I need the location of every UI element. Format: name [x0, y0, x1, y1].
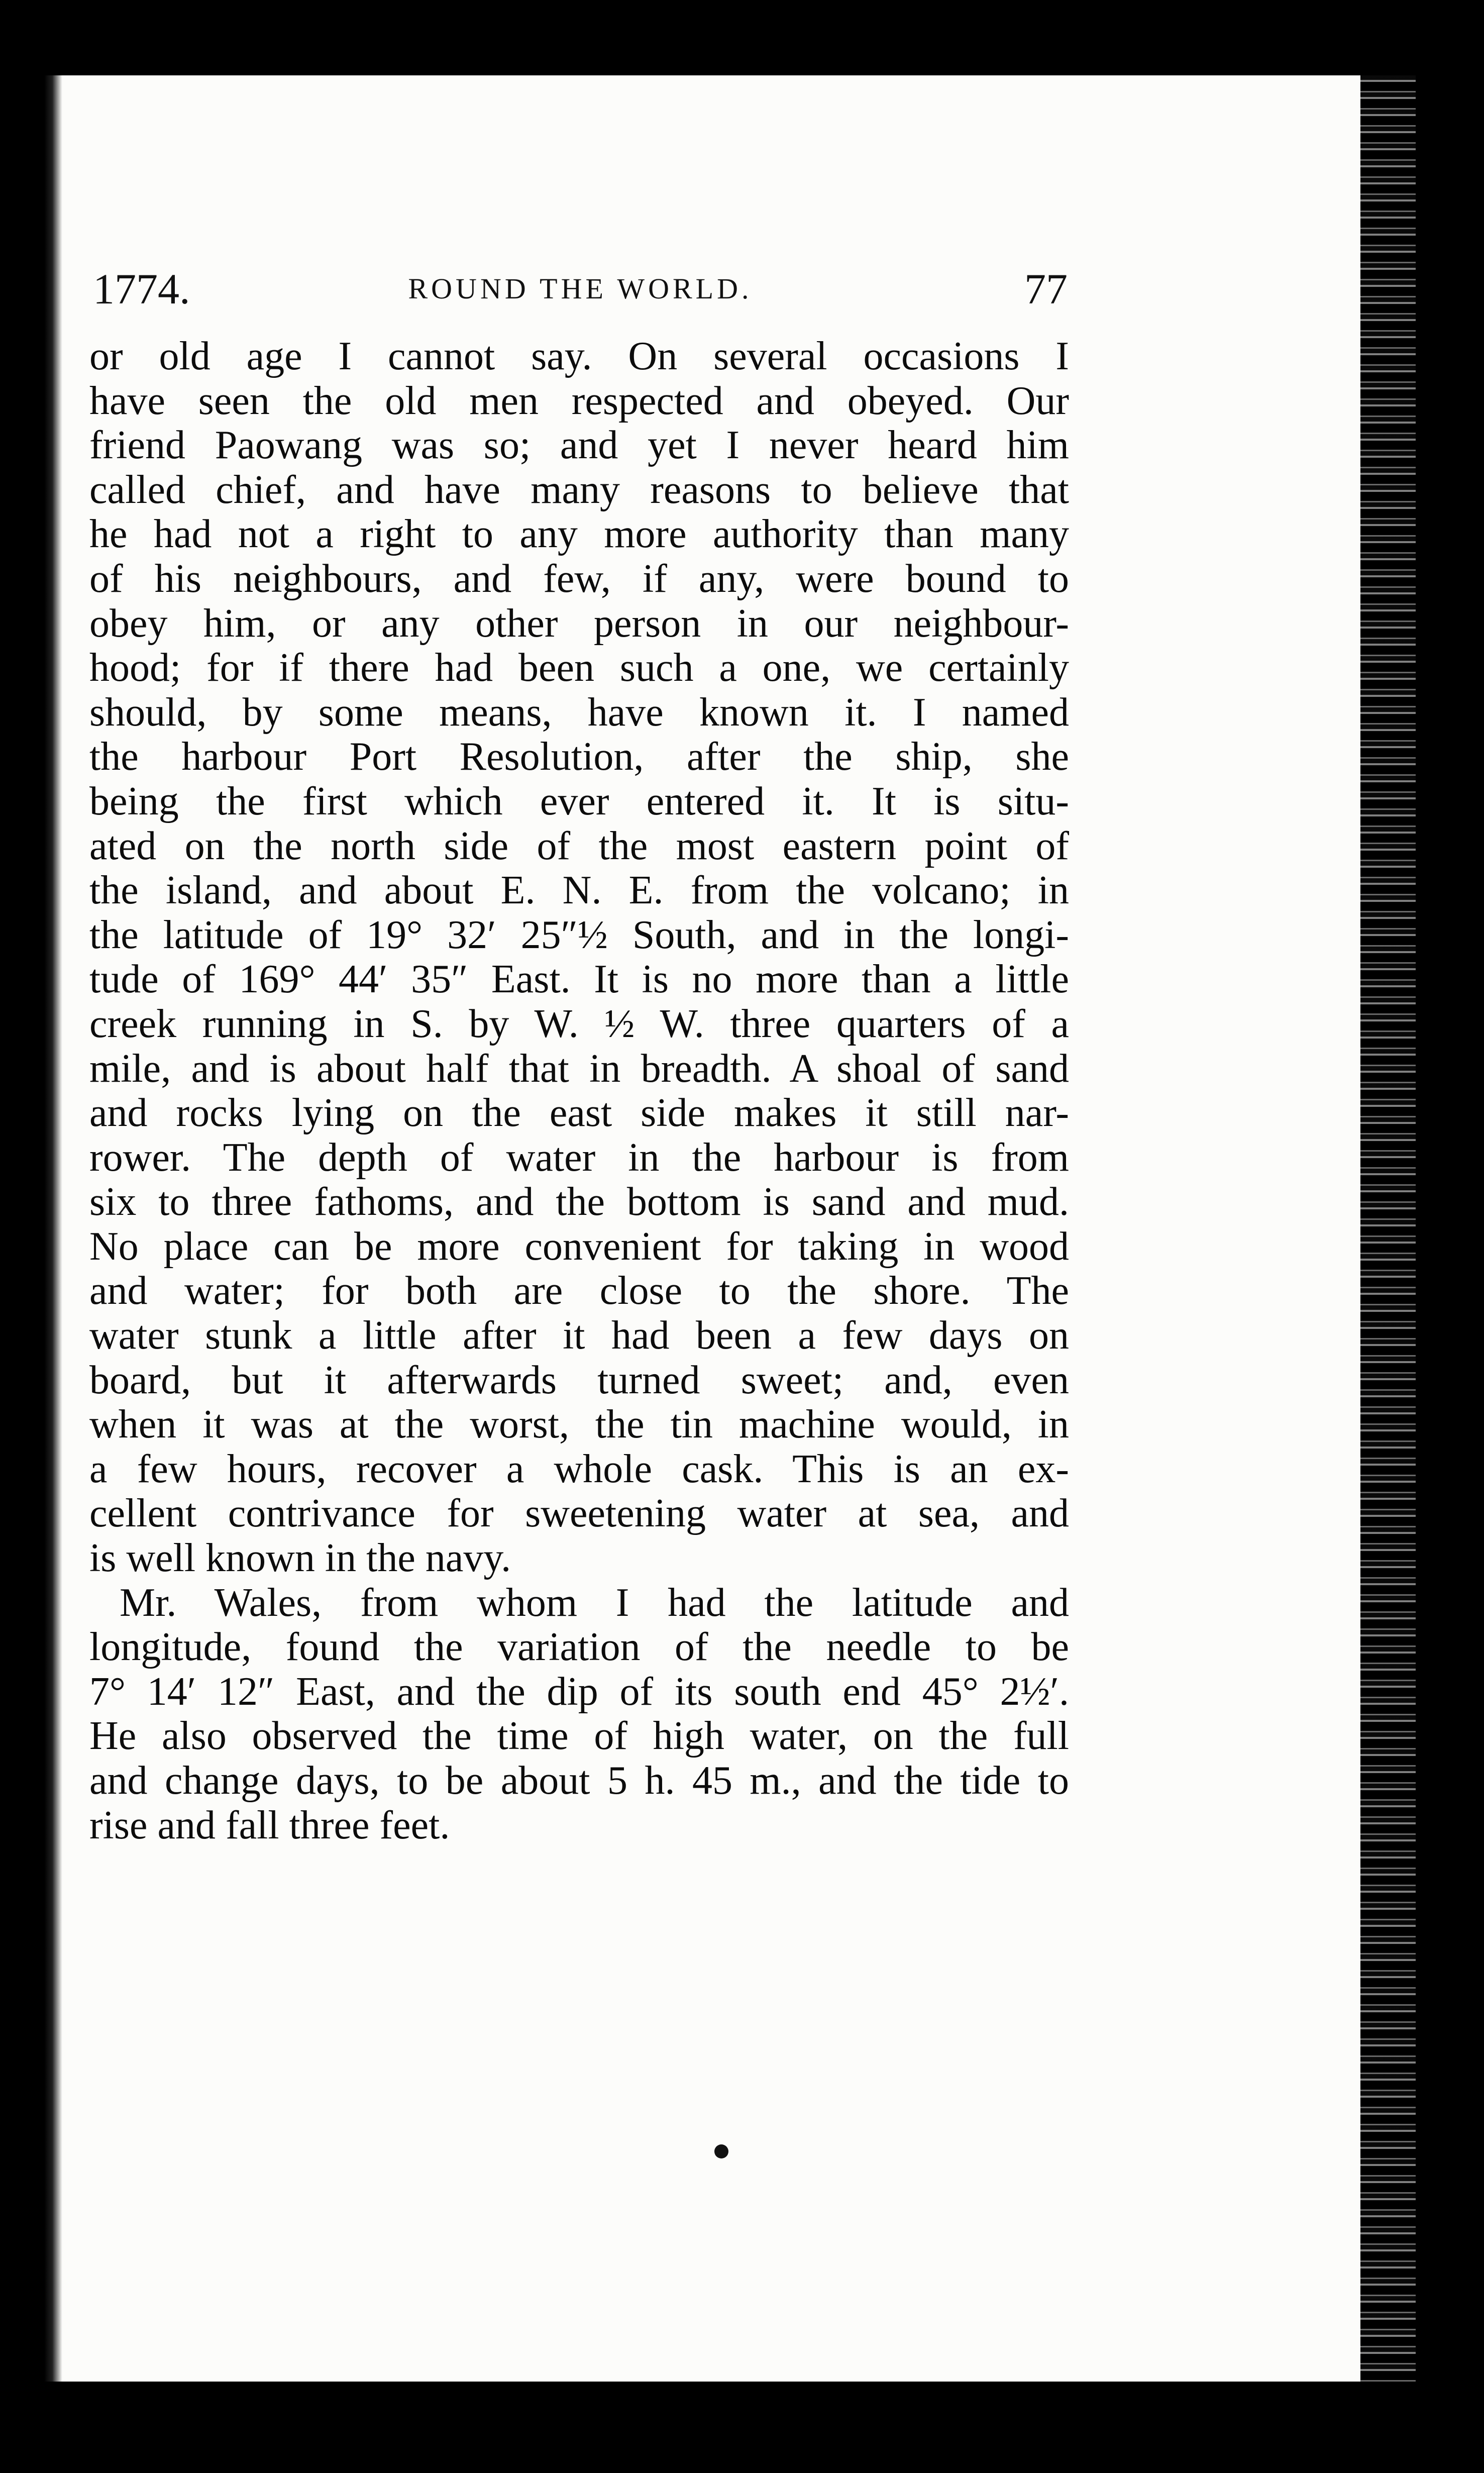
paragraph-2 [89, 1581, 1069, 1848]
text-line: No place can be more convenient for taking in wood [89, 1224, 1069, 1269]
text-line: He also observed the time of high water, on the full [89, 1714, 1069, 1759]
text-line: the island, and about E. N. E. from the volcano; in [89, 868, 1069, 913]
text-line: obey him, or any other person in our neighbour- [89, 601, 1069, 646]
text-line: and rocks lying on the east side makes it still nar- [89, 1091, 1069, 1136]
text-line: tude of 169° 44′ 35″ East. It is no more than a little [89, 957, 1069, 1002]
text-line: ated on the north side of the most eastern point of [89, 823, 1069, 868]
text-line: the latitude of 19° 32′ 25″½ South, and in the longi- [89, 912, 1069, 957]
ornament-dot [714, 2144, 728, 2158]
text-line: should, by some means, have known it. I named [89, 690, 1069, 735]
body-text [89, 334, 1069, 1847]
header-year: 1774. [93, 265, 190, 313]
text-line: friend Paowang was so; and yet I never heard him [89, 423, 1069, 468]
text-line: rower. The depth of water in the harbour is from [89, 1135, 1069, 1180]
spine-shadow [44, 75, 62, 2382]
text-line: have seen the old men respected and obeyed. Our [89, 378, 1069, 423]
text-line: hood; for if there had been such a one, we certainly [89, 646, 1069, 690]
text-line: of his neighbours, and few, if any, were bound to [89, 556, 1069, 601]
text-line: six to three fathoms, and the bottom is sand and mud. [89, 1180, 1069, 1224]
text-line: and water; for both are close to the shore. The [89, 1269, 1069, 1313]
text-line: called chief, and have many reasons to believe that [89, 467, 1069, 512]
text-line: longitude, found the variation of the needle to be [89, 1625, 1069, 1670]
text-line: creek running in S. by W. ½ W. three quarters of a [89, 1001, 1069, 1046]
text-line: water stunk a little after it had been a few days on [89, 1313, 1069, 1358]
text-line: 7° 14′ 12″ East, and the dip of its south end 45° 2½′. [89, 1669, 1069, 1714]
text-line: when it was at the worst, the tin machine would, in [89, 1402, 1069, 1447]
text-line: mile, and is about half that in breadth. A shoal of sand [89, 1046, 1069, 1091]
page-edges [1360, 75, 1416, 2382]
text-line: or old age I cannot say. On several occasions I [89, 334, 1069, 378]
text-line: board, but it afterwards turned sweet; and, even [89, 1358, 1069, 1402]
running-header [93, 261, 1068, 317]
text-line: cellent contrivance for sweetening water at sea, and [89, 1491, 1069, 1536]
text-line: Mr. Wales, from whom I had the latitude and [120, 1580, 1069, 1625]
text-line: being the first which ever entered it. It is situ- [89, 779, 1069, 823]
running-title: ROUND THE WORLD. [408, 272, 753, 305]
text-line: a few hours, recover a whole cask. This is an ex- [89, 1447, 1069, 1491]
paragraph-1 [89, 334, 1069, 1581]
page-number: 77 [1024, 265, 1068, 313]
text-line: rise and fall three feet. [89, 1803, 450, 1847]
text-line: and change days, to be about 5 h. 45 m., and the tide to [89, 1759, 1069, 1803]
text-line: he had not a right to any more authority than many [89, 512, 1069, 557]
text-line: is well known in the navy. [89, 1536, 511, 1581]
text-line: the harbour Port Resolution, after the ship, she [89, 735, 1069, 779]
